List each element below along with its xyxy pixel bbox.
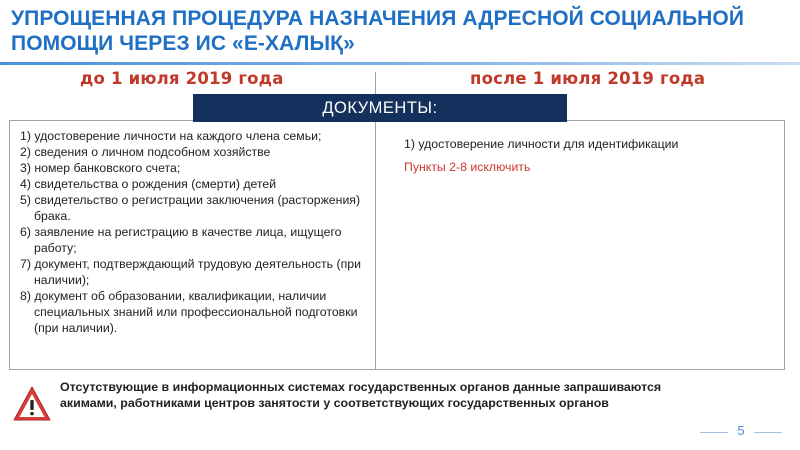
frame-border [784, 120, 785, 370]
list-item: 3) номер банковского счета; [20, 161, 181, 175]
page-number: 5 [737, 423, 745, 438]
frame-border [9, 120, 193, 121]
page-number-rule [754, 432, 782, 433]
list-item: 4) свидетельства о рождения (смерти) детей [20, 177, 277, 191]
documents-header: ДОКУМЕНТЫ: [193, 94, 567, 122]
list-item: 5) свидетельство о регистрации заключения (расторжения) брака. [20, 193, 361, 223]
warning-icon [12, 384, 52, 424]
frame-border [9, 369, 785, 370]
warning-text: Отсутствующие в информационных системах государственных органов данные запрашиваются акимами, работниками центров занятости у соответствующих государственных органов [60, 380, 662, 410]
exclusion-note: Пункты 2-8 исключить [404, 160, 531, 174]
list-item: 6) заявление на регистрацию в качестве лица, ищущего работу; [20, 225, 342, 255]
page-number-rule [700, 432, 728, 433]
title-underline [0, 62, 800, 65]
list-item: 8) документ об образовании, квалификации, наличии специальных знаний или профессиональной подготовки (при наличии). [20, 289, 358, 335]
page-title [11, 6, 791, 56]
list-item: 1) удостоверение личности на каждого члена семьи; [20, 129, 322, 143]
page-title-line-2: ПОМОЩИ ЧЕРЕЗ ИС «Е-ХАЛЫҚ» [11, 32, 355, 55]
list-item: 7) документ, подтверждающий трудовую деятельность (при наличии); [20, 257, 361, 287]
before-column-heading: до 1 июля 2019 года [80, 69, 284, 88]
list-item: 1) удостоверение личности для идентификации [404, 137, 679, 151]
list-item: 2) сведения о личном подсобном хозяйстве [20, 145, 271, 159]
frame-border [567, 120, 785, 121]
page-title-line-1: УПРОЩЕННАЯ ПРОЦЕДУРА НАЗНАЧЕНИЯ АДРЕСНОЙ СОЦИАЛЬНОЙ [11, 7, 745, 30]
after-column-heading: после 1 июля 2019 года [470, 69, 706, 88]
frame-border [9, 120, 10, 370]
before-documents-list [20, 128, 370, 336]
after-documents-list [404, 136, 774, 175]
